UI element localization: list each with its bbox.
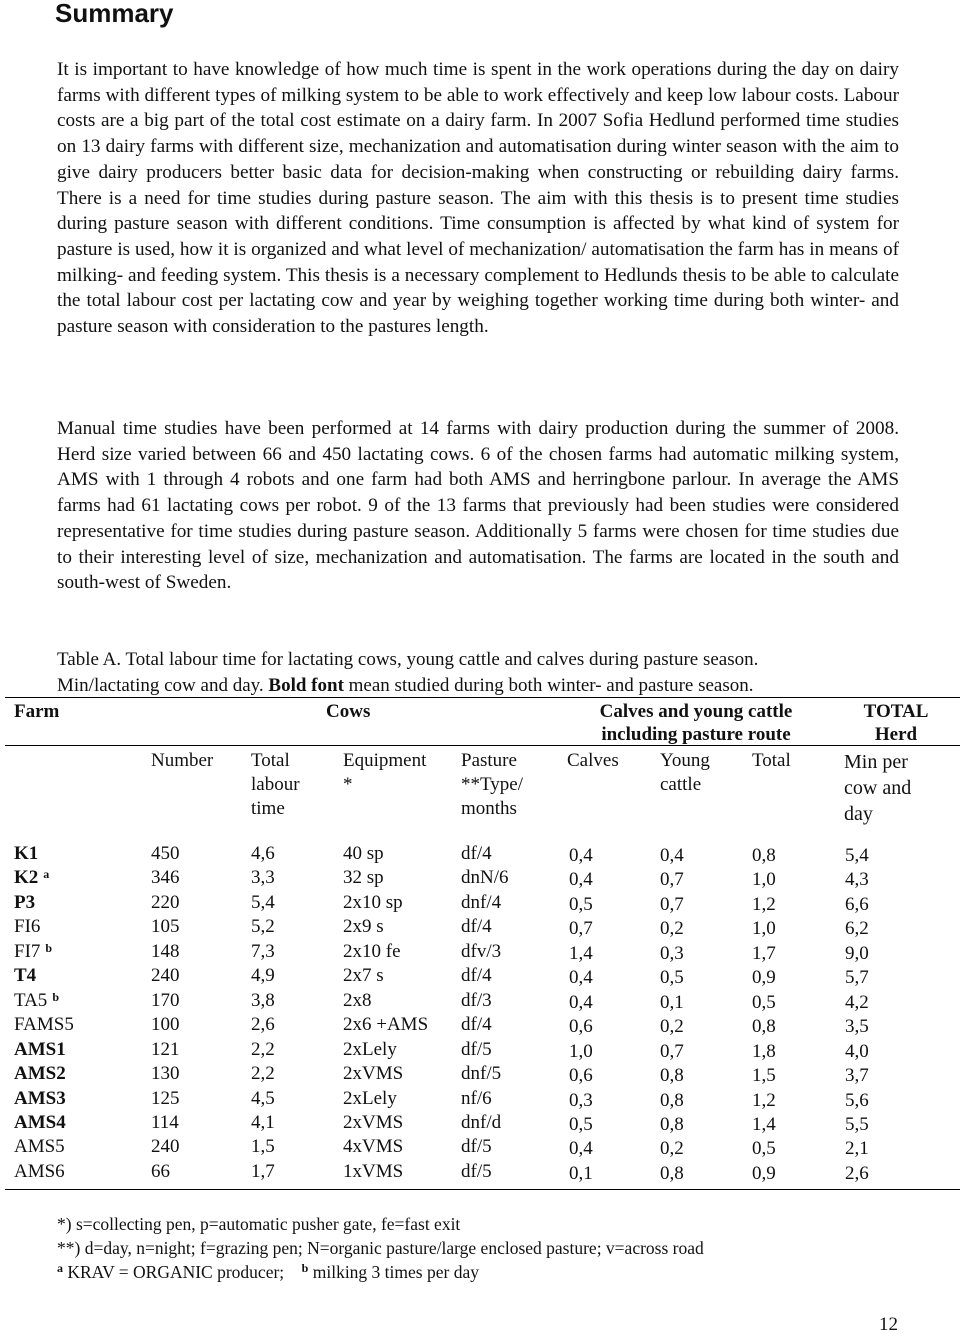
cell-min: 4,0	[845, 1040, 869, 1062]
cell-farm	[14, 1087, 66, 1111]
farm-name: TA5	[14, 989, 48, 1011]
cell-farm	[14, 866, 49, 890]
cell-calves: 0,4	[569, 967, 593, 989]
cell-equipment: 40 sp	[343, 843, 384, 864]
cell-number: 114	[151, 1111, 179, 1133]
cell-calves: 0,4	[569, 991, 593, 1013]
footnote-a-text: KRAV = ORGANIC producer;	[63, 1262, 285, 1282]
cell-pasture: df/4	[461, 1014, 492, 1036]
cell-farm	[14, 842, 38, 866]
table-header-rule	[5, 745, 960, 746]
table-top-rule	[5, 697, 960, 698]
footnote-sup-a: a	[57, 1261, 63, 1275]
cell-calves: 1,4	[569, 942, 593, 964]
cell-young: 0,8	[660, 1065, 684, 1087]
cell-farm	[14, 891, 35, 915]
subheader-calves: Calves	[567, 750, 619, 771]
subheader-total-labour-time	[251, 749, 300, 821]
cell-pasture: df/4	[461, 916, 492, 938]
table-row	[0, 1160, 960, 1184]
subheader-pasture	[461, 749, 523, 821]
table-row	[0, 1111, 960, 1135]
cell-min: 5,4	[845, 845, 869, 866]
summary-paragraph-2: Manual time studies have been performed at 14 farms with dairy production during the summer of 2008. Herd size varied between 66 and 450 lactating cows. 6 of the chosen farms had automatic milking system, AMS with 1 through 4 robots and one farm had both AMS and herringbone parlour. In average the AMS farms had 61 lactating cows per robot. 9 of the 13 farms that previously had been studies were considered representative for time studies during pasture season. Additionally 5 farms were chosen for time studies due to their interesting level of size, mechanization and automatisation. The farms are located in the south and south-west of Sweden.	[57, 418, 899, 594]
subheader-total: Total	[752, 750, 791, 771]
subheader-equipment-line-2: *	[343, 774, 353, 795]
cell-labour: 2,2	[251, 1038, 275, 1060]
subheader-young-cattle	[660, 749, 710, 797]
cell-calves: 0,3	[569, 1089, 593, 1111]
cell-number: 105	[151, 916, 180, 938]
cell-calves: 0,1	[569, 1162, 593, 1184]
cell-calves: 0,4	[569, 869, 593, 891]
cell-min: 5,7	[845, 967, 869, 989]
cell-min: 6,2	[845, 918, 869, 940]
cell-min: 3,5	[845, 1016, 869, 1038]
cell-total: 0,9	[752, 967, 776, 989]
table-row	[0, 1135, 960, 1159]
header-calves-line-1: Calves and young cattle	[599, 701, 793, 722]
cell-labour: 1,5	[251, 1136, 275, 1158]
farm-footnote-marker: b	[52, 989, 59, 1004]
cell-number: 148	[151, 940, 180, 962]
cell-young: 0,8	[660, 1089, 684, 1111]
cell-labour: 1,7	[251, 1160, 275, 1182]
cell-young: 0,2	[660, 1138, 684, 1160]
cell-equipment: 2x6 +AMS	[343, 1014, 429, 1036]
cell-pasture: dfv/3	[461, 940, 502, 962]
cell-young: 0,2	[660, 1016, 684, 1038]
footnote-pasture: **) d=day, n=night; f=grazing pen; N=organic pasture/large enclosed pasture; v=across road	[57, 1238, 704, 1258]
cell-total: 0,5	[752, 991, 776, 1013]
cell-equipment: 2x8	[343, 989, 372, 1011]
subheader-equipment-line-1: Equipment	[343, 750, 427, 771]
subheader-pasture-line-1: Pasture	[461, 750, 517, 771]
farm-name: K1	[14, 843, 39, 864]
cell-pasture: df/5	[461, 1160, 492, 1182]
cell-labour: 2,6	[251, 1014, 275, 1036]
header-total-line-1: TOTAL	[863, 701, 929, 722]
subheader-min-line-3: day	[844, 803, 873, 825]
cell-equipment: 2xLely	[343, 1038, 397, 1060]
cell-pasture: dnf/5	[461, 1063, 502, 1085]
cell-pasture: df/4	[461, 843, 492, 864]
farm-name: FI6	[14, 916, 41, 938]
caption-bold-font: Bold font	[268, 675, 344, 696]
cell-young: 0,8	[660, 1113, 684, 1135]
cell-number: 170	[151, 989, 180, 1011]
farm-name: AMS1	[14, 1038, 66, 1060]
subheader-pasture-line-2: **Type/	[461, 774, 523, 795]
subheader-young-line-2: cattle	[660, 774, 702, 795]
table-row	[0, 842, 960, 866]
cell-min: 4,2	[845, 991, 869, 1013]
header-total-herd	[840, 700, 952, 746]
cell-labour: 5,2	[251, 916, 275, 938]
cell-total: 0,9	[752, 1162, 776, 1184]
cell-labour: 3,3	[251, 867, 275, 889]
cell-equipment: 2xVMS	[343, 1111, 404, 1133]
page-title: Summary	[55, 0, 174, 28]
table-row	[0, 915, 960, 939]
cell-labour: 3,8	[251, 989, 275, 1011]
cell-pasture: df/5	[461, 1038, 492, 1060]
farm-name: AMS4	[14, 1111, 66, 1133]
table-row	[0, 891, 960, 915]
table-row	[0, 964, 960, 988]
cell-equipment: 2xVMS	[343, 1063, 404, 1085]
farm-footnote-marker: b	[45, 940, 53, 955]
summary-paragraph-1: It is important to have knowledge of how much time is spent in the work operations during the day on dairy farms with different types of milking system to be able to work effectively and keep low labour costs. Labour costs are a big part of the total cost estimate on a dairy farm. In 2007 Sofia Hedlund performed time studies on 13 dairy farms with different size, mechanization and automatisation during winter season with the aim to give dairy producers better basic data for decision-making when constructing or rebuilding dairy farms. There is a need for time studies during pasture season. The aim with this thesis is to present time studies during pasture season with different conditions. Time consumption is affected by what kind of system for pasture is used, how it is organized and what level of mechanization/ automatisation the farm has in means of milking- and feeding system. This thesis is a necessary complement to Hedlunds thesis to be able to calculate the total labour cost per lactating cow and year by weighing together working time during both winter- and pasture season with consideration to the pastures length.	[57, 59, 899, 338]
cell-equipment: 2x7 s	[343, 965, 384, 987]
subheader-labour-line-3: time	[251, 798, 285, 819]
cell-young: 0,8	[660, 1162, 684, 1184]
footnote-markers	[57, 1261, 479, 1283]
cell-total: 0,5	[752, 1138, 776, 1160]
cell-min: 5,5	[845, 1113, 869, 1135]
header-calves-young-cattle	[572, 700, 820, 746]
cell-min: 5,6	[845, 1089, 869, 1111]
caption-line-1: Table A. Total labour time for lactating cows, young cattle and calves during pasture season.	[57, 649, 759, 670]
farm-name: AMS2	[14, 1063, 66, 1085]
farm-name: K2	[14, 867, 39, 889]
subheader-pasture-line-3: months	[461, 798, 517, 819]
cell-number: 240	[151, 965, 180, 987]
table-row	[0, 1038, 960, 1062]
cell-number: 346	[151, 867, 180, 889]
table-row	[0, 940, 960, 964]
cell-total: 1,0	[752, 869, 776, 891]
header-farm: Farm	[14, 701, 60, 722]
cell-equipment: 1xVMS	[343, 1160, 404, 1182]
cell-pasture: df/4	[461, 965, 492, 987]
cell-pasture: df/5	[461, 1136, 492, 1158]
subheader-young-line-1: Young	[660, 750, 710, 771]
cell-equipment: 2xLely	[343, 1087, 397, 1109]
cell-total: 0,8	[752, 845, 776, 866]
cell-equipment: 2x10 sp	[343, 891, 403, 913]
table-caption	[57, 647, 917, 699]
cell-pasture: nf/6	[461, 1087, 492, 1109]
subheader-labour-line-1: Total	[251, 750, 290, 771]
cell-calves: 0,4	[569, 845, 593, 866]
table-row	[0, 989, 960, 1013]
farm-name: AMS6	[14, 1160, 65, 1182]
cell-farm	[14, 964, 36, 988]
table-bottom-rule	[5, 1189, 960, 1190]
cell-young: 0,5	[660, 967, 684, 989]
cell-total: 1,8	[752, 1040, 776, 1062]
header-total-line-2: Herd	[874, 724, 918, 745]
cell-young: 0,3	[660, 942, 684, 964]
cell-number: 240	[151, 1136, 180, 1158]
footnote-sup-b: b	[301, 1261, 309, 1275]
cell-farm	[14, 1013, 74, 1037]
cell-number: 450	[151, 843, 180, 864]
cell-labour: 2,2	[251, 1063, 275, 1085]
farm-footnote-marker: a	[43, 867, 50, 882]
table-row	[0, 1087, 960, 1111]
farm-name: FI7	[14, 940, 41, 962]
caption-line-2-start: Min/lactating cow and day.	[57, 675, 269, 696]
cell-calves: 0,5	[569, 1113, 593, 1135]
cell-calves: 0,6	[569, 1016, 593, 1038]
cell-pasture: dnf/d	[461, 1111, 502, 1133]
cell-total: 0,8	[752, 1016, 776, 1038]
cell-young: 0,1	[660, 991, 684, 1013]
cell-total: 1,2	[752, 893, 776, 915]
cell-min: 3,7	[845, 1065, 869, 1087]
cell-young: 0,2	[660, 918, 684, 940]
cell-calves: 0,7	[569, 918, 593, 940]
page-number: 12	[879, 1314, 898, 1335]
cell-labour: 5,4	[251, 891, 275, 913]
subheader-labour-line-2: labour	[251, 774, 300, 795]
cell-min: 2,6	[845, 1162, 869, 1184]
table-row	[0, 1062, 960, 1086]
cell-pasture: dnf/4	[461, 891, 502, 913]
cell-equipment: 32 sp	[343, 867, 384, 889]
footnote-equipment: *) s=collecting pen, p=automatic pusher gate, fe=fast exit	[57, 1214, 461, 1234]
cell-farm	[14, 1111, 66, 1135]
cell-total: 1,7	[752, 942, 776, 964]
farm-name: AMS5	[14, 1136, 65, 1158]
cell-min: 6,6	[845, 893, 869, 915]
cell-total: 1,5	[752, 1065, 776, 1087]
footnote-b-text: milking 3 times per day	[308, 1262, 479, 1282]
cell-young: 0,4	[660, 845, 684, 866]
cell-total: 1,4	[752, 1113, 776, 1135]
cell-equipment: 2x9 s	[343, 916, 384, 938]
subheader-number: Number	[151, 750, 214, 771]
cell-labour: 4,9	[251, 965, 275, 987]
cell-total: 1,0	[752, 918, 776, 940]
cell-farm	[14, 940, 52, 964]
cell-equipment: 4xVMS	[343, 1136, 404, 1158]
cell-young: 0,7	[660, 869, 684, 891]
cell-min: 4,3	[845, 869, 869, 891]
farm-name: T4	[14, 965, 37, 987]
subheader-min-per-cow	[844, 749, 911, 827]
cell-calves: 0,5	[569, 893, 593, 915]
cell-calves: 0,6	[569, 1065, 593, 1087]
farm-name: AMS3	[14, 1087, 66, 1109]
cell-farm	[14, 1038, 66, 1062]
cell-pasture: dnN/6	[461, 867, 509, 889]
cell-farm	[14, 1160, 65, 1184]
cell-number: 130	[151, 1063, 180, 1085]
subheader-equipment	[343, 749, 426, 797]
cell-farm	[14, 989, 59, 1013]
cell-number: 220	[151, 891, 180, 913]
cell-farm	[14, 1062, 66, 1086]
cell-min: 9,0	[845, 942, 869, 964]
cell-equipment: 2x10 fe	[343, 940, 401, 962]
subheader-min-line-2: cow and	[844, 777, 912, 799]
cell-labour: 4,6	[251, 843, 275, 864]
cell-labour: 4,1	[251, 1111, 275, 1133]
cell-number: 100	[151, 1014, 180, 1036]
cell-number: 66	[151, 1160, 170, 1182]
cell-labour: 7,3	[251, 940, 275, 962]
cell-calves: 1,0	[569, 1040, 593, 1062]
cell-number: 125	[151, 1087, 180, 1109]
caption-line-2-end: mean studied during both winter- and pasture season.	[343, 675, 754, 696]
subheader-min-line-1: Min per	[844, 751, 908, 773]
cell-labour: 4,5	[251, 1087, 275, 1109]
cell-farm	[14, 1135, 65, 1159]
table-row	[0, 1013, 960, 1037]
farm-name: FAMS5	[14, 1014, 74, 1036]
cell-number: 121	[151, 1038, 180, 1060]
cell-total: 1,2	[752, 1089, 776, 1111]
cell-young: 0,7	[660, 893, 684, 915]
cell-farm	[14, 915, 40, 939]
table-row	[0, 866, 960, 890]
cell-min: 2,1	[845, 1138, 869, 1160]
cell-young: 0,7	[660, 1040, 684, 1062]
cell-pasture: df/3	[461, 989, 492, 1011]
cell-calves: 0,4	[569, 1138, 593, 1160]
header-cows: Cows	[326, 701, 371, 722]
farm-name: P3	[14, 891, 36, 913]
header-calves-line-2: including pasture route	[601, 724, 791, 745]
